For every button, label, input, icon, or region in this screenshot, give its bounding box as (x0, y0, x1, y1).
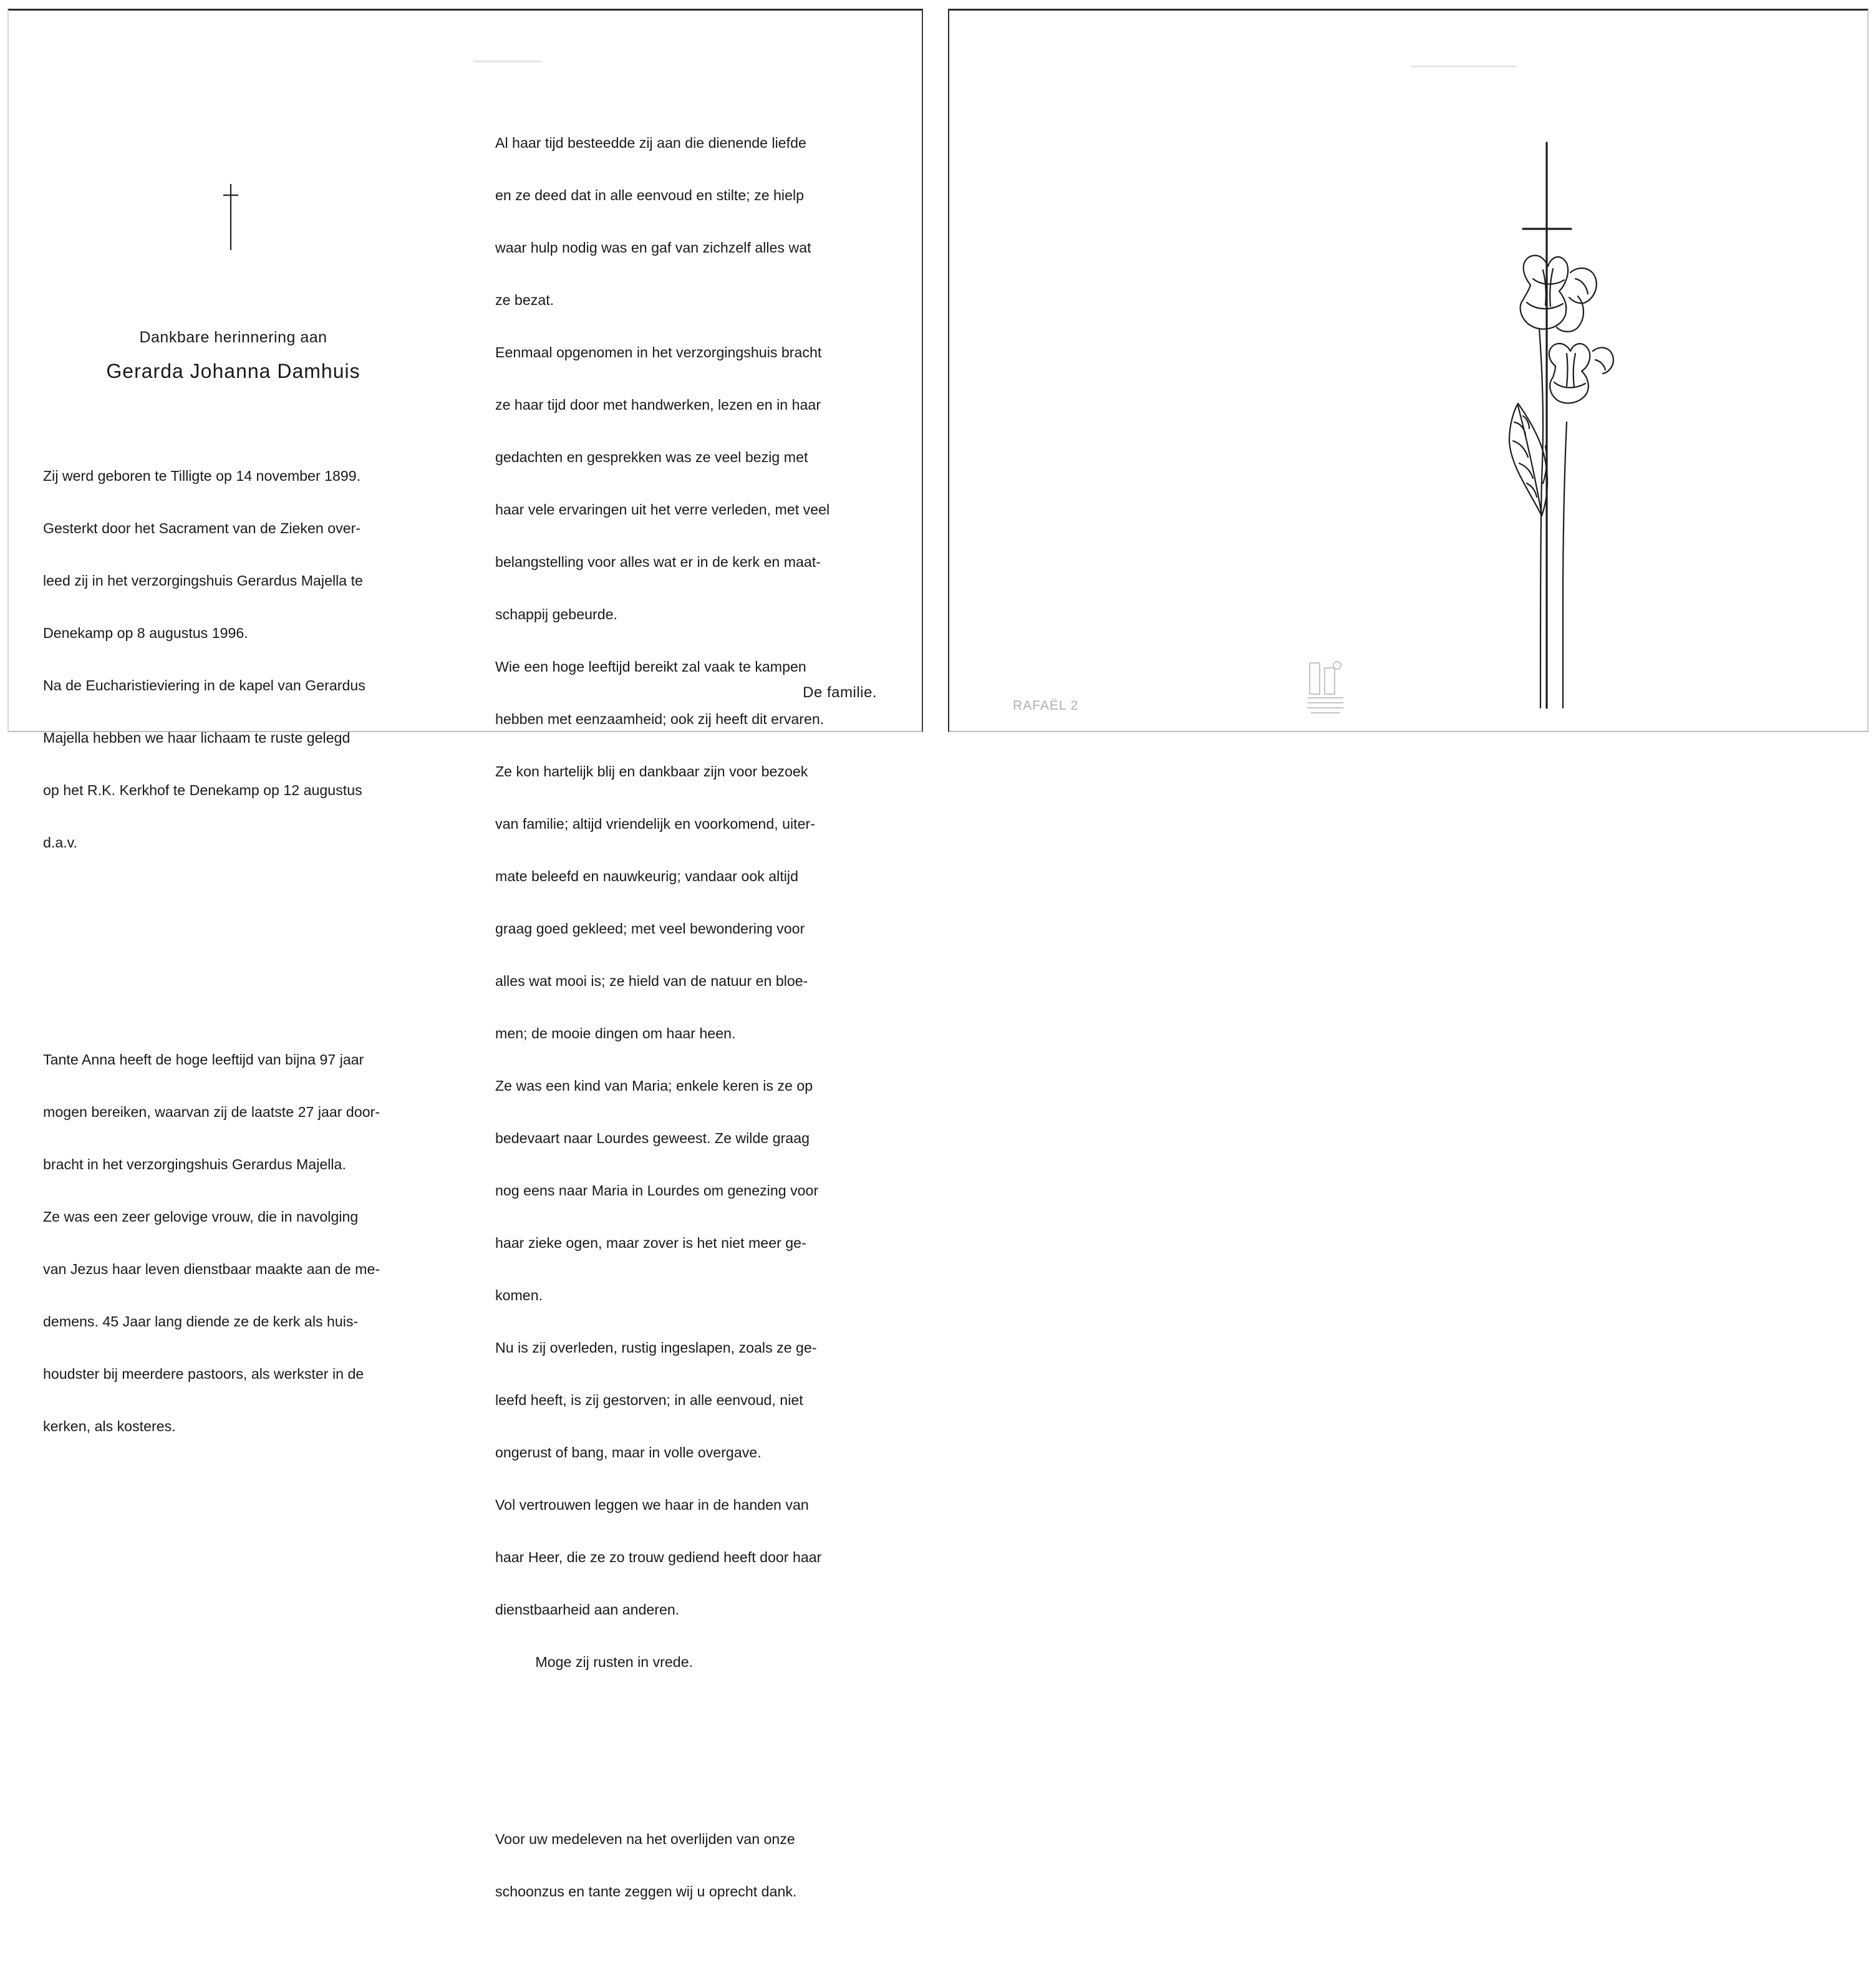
prayer-card-inner-left (7, 9, 923, 1900)
text-line: houdster bij meerdere pastoors, als werkster in de (43, 1366, 364, 1382)
blessing-line: Moge zij rusten in vrede. (495, 1654, 694, 1670)
text-line: hebben met eenzaamheid; ook zij heeft dit ervaren. (495, 711, 824, 727)
print-mark (1411, 65, 1517, 67)
text-line: schoonzus en tante zeggen wij u oprecht dank. (495, 1883, 797, 1900)
text-line: d.a.v. (43, 834, 77, 851)
cross-icon (218, 183, 243, 251)
text-line: haar Heer, die ze zo trouw gediend heeft door haar (495, 1549, 822, 1565)
text-line: schappij gebeurde. (495, 606, 617, 622)
text-line: dienstbaarheid aan anderen. (495, 1601, 680, 1618)
text-line: alles wat mooi is; ze hield van de natuur en bloe- (495, 973, 808, 989)
prayer-card-cover-right (948, 9, 1869, 732)
poppy-stems-icon (1539, 329, 1567, 708)
paragraph-life (43, 1016, 380, 1470)
paragraph-birth-death (43, 432, 380, 886)
text-line: Ze kon hartelijk blij en dankbaar zijn voor bezoek (495, 763, 808, 780)
text-line: Wie een hoge leeftijd bereikt zal vaak te kampen (495, 659, 806, 675)
text-line: bedevaart naar Lourdes geweest. Ze wilde graag (495, 1130, 810, 1146)
memorial-intro: Dankbare herinnering aan (139, 329, 327, 346)
text-line: van familie; altijd vriendelijk en voorkomend, uiter- (495, 816, 815, 832)
poppy-flower-icon (1549, 344, 1613, 403)
text-line: graag goed gekleed; met veel bewondering voor (495, 920, 805, 937)
text-line: ongerust of bang, maar in volle overgave. (495, 1444, 762, 1461)
text-line: haar zieke ogen, maar zover is het niet meer ge- (495, 1235, 806, 1251)
text-line: Zij werd geboren te Tilligte op 14 november 1899. (43, 468, 361, 484)
text-line: haar vele ervaringen uit het verre verleden, met veel (495, 501, 830, 518)
text-line: waar hulp nodig was en gaf van zichzelf alles wat (495, 239, 811, 256)
text-line: nog eens naar Maria in Lourdes om genezing voor (495, 1182, 819, 1199)
text-line: van Jezus haar leven dienstbaar maakte aan de me- (43, 1261, 380, 1277)
text-line: komen. (495, 1287, 543, 1303)
text-line: Al haar tijd besteedde zij aan die dienende liefde (495, 135, 806, 151)
text-line: Nu is zij overleden, rustig ingeslapen, zoals ze ge- (495, 1340, 817, 1356)
text-line: mate beleefd en nauwkeurig; vandaar ook altijd (495, 868, 798, 884)
text-line: Voor uw medeleven na het overlijden van onze (495, 1831, 795, 1847)
biography-column-left (43, 397, 380, 1505)
text-line: op het R.K. Kerkhof te Denekamp op 12 augustus (43, 782, 362, 798)
text-line: bracht in het verzorgingshuis Gerardus Majella. (43, 1156, 346, 1172)
text-line: Gesterkt door het Sacrament van de Zieken over- (43, 520, 361, 536)
print-mark (473, 60, 542, 62)
publisher-logo-icon (1305, 659, 1346, 715)
text-line: demens. 45 Jaar lang diende ze de kerk als huis- (43, 1313, 359, 1330)
poppy-flower-icon (1521, 256, 1597, 332)
series-label: RAFAËL 2 (1013, 698, 1079, 713)
text-line: gedachten en gesprekken was ze veel bezig met (495, 449, 808, 465)
text-line: mogen bereiken, waarvan zij de laatste 27 jaar door- (43, 1104, 380, 1120)
text-line: Na de Eucharistieviering in de kapel van Gerardus (43, 677, 365, 693)
cross-icon (1523, 143, 1571, 708)
text-line: men; de mooie dingen om haar heen. (495, 1025, 736, 1041)
text-line: Tante Anna heeft de hoge leeftijd van bijna 97 jaar (43, 1051, 364, 1068)
text-line: en ze deed dat in alle eenvoud en stilte; ze hielp (495, 187, 805, 203)
thanks-paragraph (495, 1795, 829, 1935)
text-line: Ze was een kind van Maria; enkele keren is ze op (495, 1078, 813, 1094)
text-line: kerken, als kosteres. (43, 1418, 176, 1434)
text-line: leed zij in het verzorgingshuis Gerardus Majella te (43, 572, 363, 589)
text-line: leefd heeft, is zij gestorven; in alle eenvoud, niet (495, 1392, 803, 1408)
signature-family: De familie. (803, 684, 877, 701)
text-line: belangstelling voor alles wat er in de kerk en maat- (495, 554, 821, 570)
text-line: Majella hebben we haar lichaam te ruste gelegd (43, 730, 351, 746)
cross-with-poppies-illustration (1486, 142, 1685, 715)
deceased-name: Gerarda Johanna Damhuis (106, 360, 360, 382)
text-line: Eenmaal opgenomen in het verzorgingshuis bracht (495, 344, 822, 360)
text-line: ze bezat. (495, 292, 554, 308)
text-line: Denekamp op 8 augustus 1996. (43, 625, 248, 641)
text-line: Ze was een zeer gelovige vrouw, die in navolging (43, 1209, 359, 1225)
biography-column-right (495, 99, 829, 1970)
text-line: Vol vertrouwen leggen we haar in de handen van (495, 1497, 809, 1513)
text-line: ze haar tijd door met handwerken, lezen en in haar (495, 397, 821, 413)
